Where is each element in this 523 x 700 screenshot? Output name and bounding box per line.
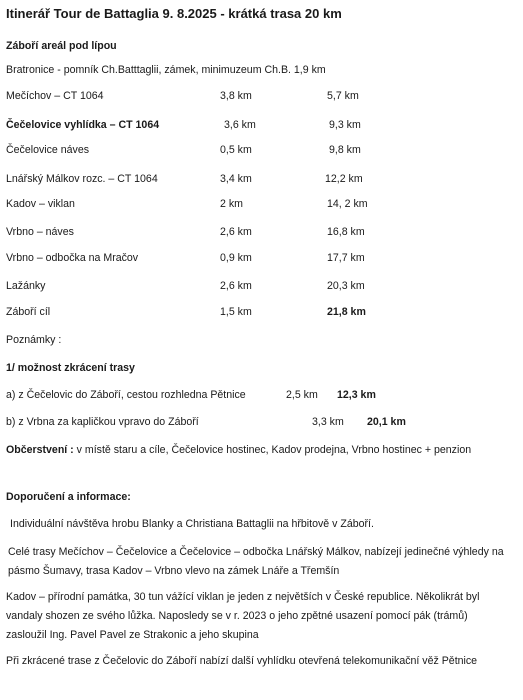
stop-segment: 3,4 km: [220, 173, 252, 185]
stop-name: Mečíchov – CT 1064: [6, 90, 104, 102]
stop-segment: 2,6 km: [220, 280, 252, 292]
info-paragraph: Při zkrácené trase z Čečelovic do Záboří nabízí další vyhlídku otevřená telekomunikační věž Pětnice: [6, 655, 478, 667]
shortcut-b-total: 20,1 km: [367, 416, 406, 428]
stop-total: 5,7 km: [327, 90, 359, 102]
notes-label: Poznámky :: [6, 334, 62, 346]
info-paragraph: Individuální návštěva hrobu Blanky a Christiana Battaglii na hřbitově v Záboří.: [10, 518, 374, 530]
info-paragraph: Celé trasy Mečíchov – Čečelovice a Čečelovice – odbočka Lnářský Málkov, nabízejí jedinečné výhledy na pásmo Šumavy, trasa Kadov – Vrbno vlevo na zámek Lnáře a Třemšín: [8, 546, 504, 577]
stop-name: Čečelovice vyhlídka – CT 1064: [6, 119, 160, 131]
stop-total: 20,3 km: [327, 280, 365, 292]
refreshments: [6, 441, 511, 460]
shortcut-heading: 1/ možnost zkrácení trasy: [6, 362, 135, 374]
stop-name: Lažánky: [6, 280, 46, 292]
stop-name: Vrbno – odbočka na Mračov: [6, 252, 139, 264]
stop-total: 9,3 km: [329, 119, 361, 131]
stop-name: Vrbno – náves: [6, 226, 74, 238]
info-paragraph: Kadov – přírodní památka, 30 tun vážící viklan je jeden z největších v České republice. Několikrát byl vandaly shozen ze svého lůžka. Naposledy se v r. 2023 o jeho zpětné usazení pomocí pák (trámů) zasloužil Ing. Pavel Pavel ze Strakonic a jeho skupina: [6, 591, 480, 641]
stop-total: 14, 2 km: [327, 198, 368, 210]
stop-segment: 0,9 km: [220, 252, 252, 264]
refreshments-text: v místě staru a cíle, Čečelovice hostinec, Kadov prodejna, Vrbno hostinec + penzion: [76, 444, 472, 456]
stop-segment: 2 km: [220, 198, 243, 210]
stop-total: 17,7 km: [327, 252, 365, 264]
stop-segment: 0,5 km: [220, 144, 252, 156]
shortcut-b-text: b) z Vrbna za kapličkou vpravo do Záboří: [6, 416, 199, 428]
stop-segment: 3,6 km: [224, 119, 256, 131]
stop-segment: 3,8 km: [220, 90, 252, 102]
stop-segment: 1,5 km: [220, 306, 252, 318]
stop-name: Čečelovice náves: [6, 144, 90, 156]
stop-total: 21,8 km: [327, 306, 366, 318]
shortcut-a-total: 12,3 km: [337, 389, 376, 401]
shortcut-b-segment: 3,3 km: [312, 416, 344, 428]
document-title: Itinerář Tour de Battaglia 9. 8.2025 - krátká trasa 20 km: [6, 6, 342, 21]
recommend-heading: Doporučení a informace:: [6, 491, 131, 503]
stop-name: Kadov – viklan: [6, 198, 75, 210]
stop-total: 12,2 km: [325, 173, 363, 185]
refreshments-label: Občerstvení :: [6, 444, 74, 456]
shortcut-a-text: a) z Čečelovic do Záboří, cestou rozhledna Pětnice: [6, 389, 246, 401]
stop-bratronice: Bratronice - pomník Ch.Batttaglii, zámek, minimuzeum Ch.B. 1,9 km: [6, 64, 326, 76]
stop-total: 9,8 km: [329, 144, 361, 156]
shortcut-a-segment: 2,5 km: [286, 389, 318, 401]
stop-total: 16,8 km: [327, 226, 365, 238]
start-point: Záboří areál pod lípou: [6, 40, 117, 52]
stop-name: Lnářský Málkov rozc. – CT 1064: [6, 173, 158, 185]
stop-name: Záboří cíl: [6, 306, 51, 318]
stop-segment: 2,6 km: [220, 226, 252, 238]
